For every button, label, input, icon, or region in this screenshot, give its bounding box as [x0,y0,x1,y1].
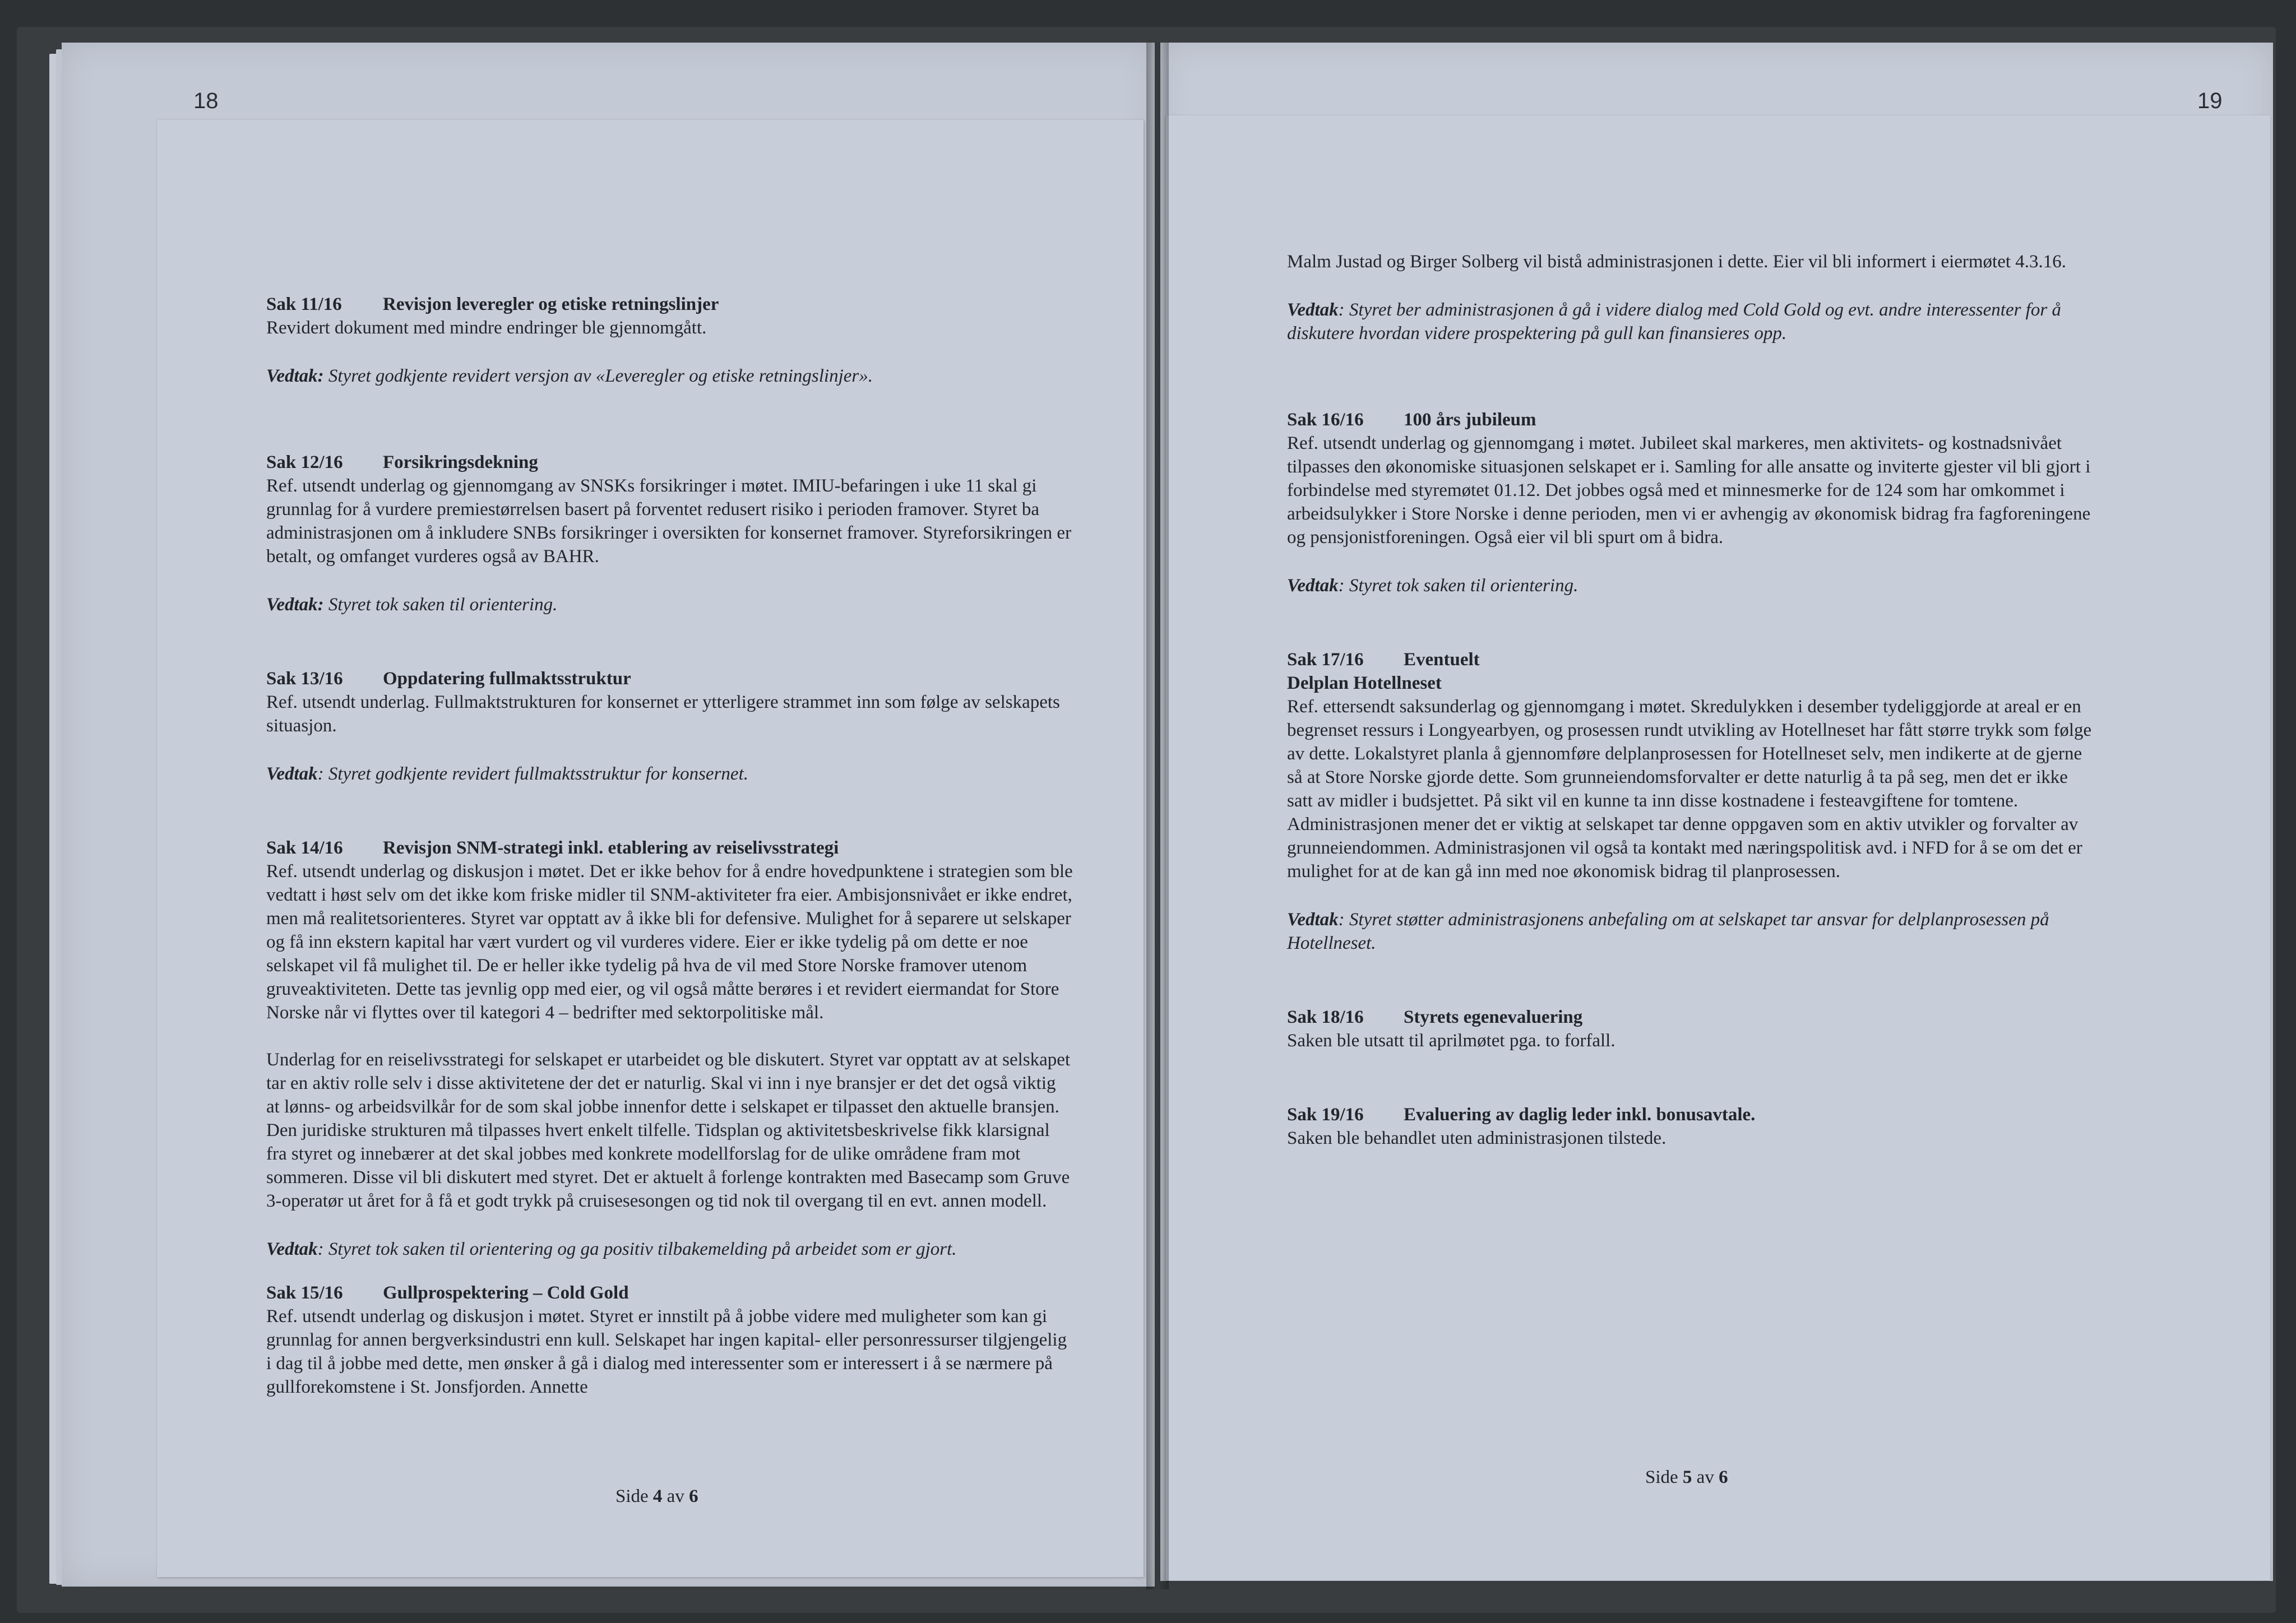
vedtak-text: : Styret godkjente revidert fullmaktsstruktur for konsernet. [317,764,748,784]
right-page-footer [1645,1467,1728,1488]
footer-mid: av [1696,1467,1714,1487]
vedtak-text: : Styret tok saken til orientering. [1338,576,1578,596]
sak-17-16 [1287,648,2094,955]
sak-19-16 [1287,1103,2094,1150]
sak-body: Ref. utsendt underlag og diskusjon i møtet. Det er ikke behov for å endre hovedpunktene i strategien som ble vedtatt i høst selv om det ikke kom friske midler til SNM-aktiviteter fra eier. Ambisjonsnivået er ikke endret, men må realitetsorienteres. Styret var opptatt av å ikke bli for defensive. Mulighet for å separere ut selskaper og få inn ekstern kapital har vært vurdert og vil vurderes videre. Eier er ikke tydelig på om dette er noe selskapet vil få mulighet til. De er heller ikke tydelig på hva de vil med Store Norske framover utenom gruveaktiviteten. Dette tas jevnlig opp med eier, og vil også måtte berøres i et revidert eiermandat for Store Norske når vi flyttes over til kategori 4 – bedrifter med sektorpolitiske mål. [266,861,1073,1023]
sak-number: Sak 13/16 [266,669,343,689]
sak-15-16 [266,1281,1073,1399]
sak-title: Revisjon SNM-strategi inkl. etablering av reiselivsstrategi [383,838,839,858]
sak-title: Evaluering av daglig leder inkl. bonusavtale. [1404,1105,1756,1125]
sak-15-continuation: Malm Justad og Birger Solberg vil bistå administrasjonen i dette. Eier vil bli informert i eiermøtet 4.3.16. [1287,252,2067,272]
footer-prefix: Side [1645,1467,1678,1487]
footer-total: 6 [1719,1467,1728,1487]
vedtak [1287,908,2094,955]
vedtak-label: Vedtak [1287,910,1339,930]
sak-number: Sak 11/16 [266,294,342,314]
vedtak-label: Vedtak: [266,366,324,386]
sak-body: Saken ble behandlet uten administrasjonen tilstede. [1287,1128,1667,1148]
sak-subtitle: Delplan Hotellneset [1287,673,1442,693]
vedtak-text: Styret tok saken til orientering. [328,595,558,615]
vedtak-label: Vedtak [1287,300,1339,320]
vedtak [266,364,1073,388]
book-gutter [1146,43,1169,1589]
sak-title: Styrets egenevaluering [1404,1007,1583,1027]
vedtak-text: Styret godkjente revidert versjon av «Leveregler og etiske retningslinjer». [328,366,873,386]
footer-prefix: Side [615,1486,649,1506]
sak-13-16 [266,667,1073,786]
sak-number: Sak 17/16 [1287,650,1364,670]
vedtak-label: Vedtak [1287,576,1339,596]
sak-12-16 [266,451,1073,616]
sak-11-16 [266,293,1073,388]
vedtak-text: : Styret støtter administrasjonens anbefaling om at selskapet tar ansvar for delplanprosessen på Hotellneset. [1287,910,2049,953]
sak-16-16 [1287,408,2094,597]
sak-14-16 [266,836,1073,1261]
sak-title: Eventuelt [1404,650,1480,670]
sak-title: 100 års jubileum [1404,410,1536,430]
sak-title: Oppdatering fullmaktsstruktur [383,669,631,689]
sak-number: Sak 19/16 [1287,1105,1364,1125]
sak-body: Ref. utsendt underlag og gjennomgang av SNSKs forsikringer i møtet. IMIU-befaringen i uke 11 skal gi grunnlag for å vurdere premiestørrelsen basert på forventet redusert risiko i perioden framover. Styret ba administrasjonen om å inkludere SNBs forsikringer i oversikten for konsernet framover. Styreforsikringen er betalt, og omfanget vurderes også av BAHR. [266,476,1072,567]
footer-page: 5 [1682,1467,1692,1487]
sak-number: Sak 15/16 [266,1283,343,1303]
vedtak [266,1237,1073,1261]
sak-number: Sak 16/16 [1287,410,1364,430]
sak-number: Sak 14/16 [266,838,343,858]
sak-18-16 [1287,1005,2094,1052]
sak-title: Revisjon leveregler og etiske retningslinjer [383,294,719,314]
vedtak [266,762,1073,786]
sak-body: Ref. utsendt underlag og gjennomgang i møtet. Jubileet skal markeres, men aktivitets- og kostnadsnivået tilpasses den økonomiske situasjonen selskapet er i. Samling for alle ansatte og inviterte gjester vil bli gjort i forbindelse med styremøtet 01.12. Det jobbes også med et minnesmerke for de 124 som har omkommet i arbeidsulykker i Store Norske i denne perioden, men vi er avhengig av økonomisk bidrag fra fagforeningene og pensjonistforeningen. Også eier vil bli spurt om å bidra. [1287,433,2091,548]
footer-mid: av [666,1486,684,1506]
vedtak-text: : Styret ber administrasjonen å gå i videre dialog med Cold Gold og evt. andre interessenter for å diskutere hvordan videre prospektering på gull kan finansieres opp. [1287,300,2061,344]
sak-body: Ref. ettersendt saksunderlag og gjennomgang i møtet. Skredulykken i desember tydeliggjorde at areal er en begrenset ressurs i Longyearbyen, og prosessen rundt utvikling av Hotellneset har fått større trykk som følge av dette. Lokalstyret planla å gjennomføre delplanprosessen for Hotellneset selv, men indikerte at de gjerne så at Store Norske gjorde dette. Som grunneiendomsforvalter er dette naturlig å ta på seg, men det er ikke satt av midler i budsjettet. På sikt vil en kunne ta inn disse kostnadene i festeavgiftene for tomtene. Administrasjonen mener det er viktig at selskapet tar denne oppgaven som en aktiv utvikler og forvalter av grunneiendommen. Administrasjonen vil også ta kontakt med næringspolitisk avd. i NFD for å se om det er mulighet for at de kan gå inn med noe økonomisk bidrag til planprosessen. [1287,697,2092,882]
vedtak-label: Vedtak [266,1239,318,1259]
footer-total: 6 [689,1486,698,1506]
left-page-content [266,293,1073,1399]
sak-title: Forsikringsdekning [383,452,538,472]
vedtak-text: : Styret tok saken til orientering og ga positiv tilbakemelding på arbeidet som er gjort. [317,1239,957,1259]
left-page-footer [615,1486,698,1507]
vedtak-label: Vedtak: [266,595,324,615]
right-page-content [1287,250,2094,1150]
left-page-number: 18 [193,89,219,113]
vedtak [1287,574,2094,597]
vedtak [266,593,1073,616]
sak-body: Ref. utsendt underlag og diskusjon i møtet. Styret er innstilt på å jobbe videre med muligheter som kan gi grunnlag for annen bergverksindustri enn kull. Selskapet har ingen kapital- eller personressurser tilgjengelig i dag til å jobbe med dette, men ønsker å gå i dialog med interessenter som er interessert i å se nærmere på gullforekomstene i St. Jonsfjorden. Annette [266,1306,1067,1397]
sak-number: Sak 18/16 [1287,1007,1364,1027]
sak-body: Underlag for en reiselivsstrategi for selskapet er utarbeidet og ble diskutert. Styret var opptatt av at selskapet tar en aktiv rolle selv i disse aktivitetene der det er naturlig. Skal vi inn i nye bransjer er det det også viktig at lønns- og arbeidsvilkår for de som skal jobbe innenfor dette i selskapet er tilpasset den aktuelle bransjen. Den juridiske strukturen må tilpasses hvert enkelt tilfelle. Tidsplan og aktivitetsbeskrivelse fikk klarsignal fra styret og innebærer at det skal jobbes med konkrete modellforslag for de ulike områdene fram mot sommeren. Disse vil bli diskutert med styret. Det er aktuelt å forlenge kontrakten med Basecamp som Gruve 3-operatør ut året for å få et godt trykk på cruisesesongen og tid nok til overgang til en evt. annen modell. [266,1050,1071,1211]
vedtak [1287,298,2094,345]
sak-body: Revidert dokument med mindre endringer ble gjennomgått. [266,318,707,338]
sak-number: Sak 12/16 [266,452,343,472]
sak-title: Gullprospektering – Cold Gold [383,1283,629,1303]
vedtak-label: Vedtak [266,764,318,784]
footer-page: 4 [652,1486,663,1506]
right-page-number: 19 [2197,89,2223,113]
sak-body: Ref. utsendt underlag. Fullmaktstrukturen for konsernet er ytterligere strammet inn som følge av selskapets situasjon. [266,692,1060,736]
sak-body: Saken ble utsatt til aprilmøtet pga. to forfall. [1287,1031,1615,1051]
